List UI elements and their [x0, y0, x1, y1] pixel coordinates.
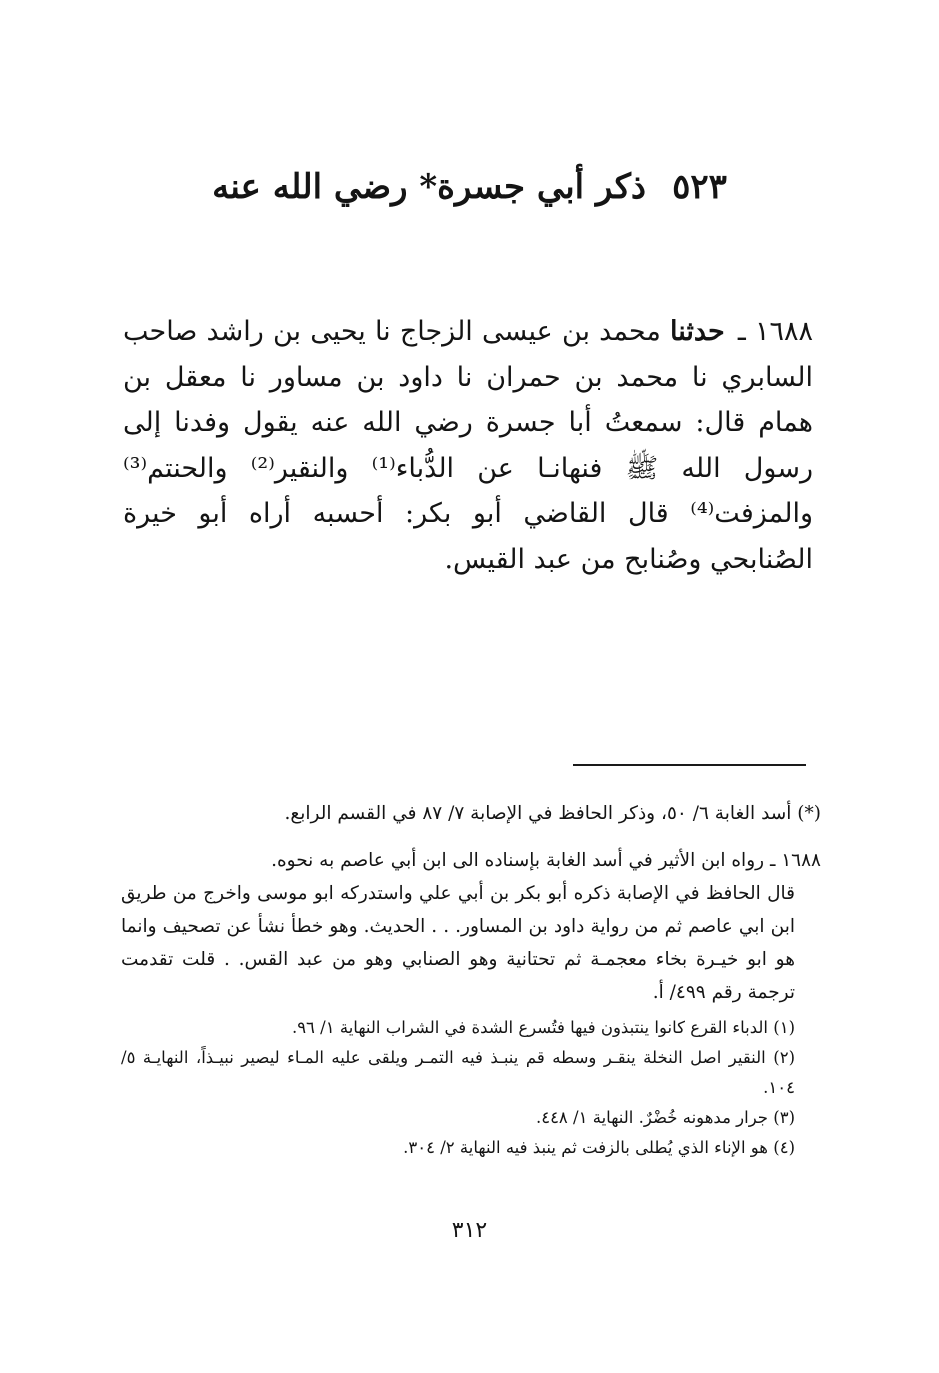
section-title: ذكر أبي جسرة* رضي الله عنه: [212, 167, 647, 207]
haddathana-word: حدثنا: [669, 316, 725, 347]
footnote-star: (*) أسد الغابة ٦/ ٥٠، وذكر الحافظ في الإصابة ٧/ ٨٧ في القسم الرابع.: [284, 803, 821, 824]
hadith-body: محمد بن عيسى الزجاج نا يحيى بن راشد صاحب السابري نا محمد بن حمران نا داود بن مساور نا معقل بن همام قال: سمعتُ أبا جسرة رضي الله عنه يقول وفدنا إلى رسول الله ﷺ فنهانـا عن الدُّباء⁽¹⁾ والنقير⁽²⁾ والحنتم⁽³⁾ والمزفت⁽⁴⁾ قال القاضي أبو بكر: أحسبه أراه أبو خيرة الصُنابحي وصُنابح من عبد القيس.: [123, 316, 813, 575]
footnotes: [121, 797, 821, 1163]
footnote-hadith-rest: قال الحافظ في الإصابة ذكره أبو بكر بن أبي علي واستدركه ابو موسى واخرج من طريق ابن ابي عاصم ثم من رواية داود بن المساور. . . الحديث. وهو خطأ نشأ عن تصحيف وانما هو ابو خيـرة بخاء معجمـة ثم تحتانية وهو الصنابي وهو من عبد القس. . قلت تقدمت ترجمة رقم ٤٩٩/ أ.: [121, 883, 795, 1003]
footnote-separator: [573, 764, 806, 766]
hadith-number: ١٦٨٨ ـ: [737, 316, 813, 347]
footnote-list: [121, 1013, 821, 1163]
section-number: ٥٢٣: [672, 167, 727, 207]
page-number: ٣١٢: [451, 1218, 488, 1243]
footnote-2: (٢) النقير اصل النخلة ينقـر وسطه قم ينبـذ فيه التمـر ويلقى عليه المـاء ليصير نبيـذاً، النهايـة ٥/ ١٠٤.: [121, 1048, 795, 1097]
hadith-text: [123, 309, 813, 582]
footnote-3: (٣) جرار مدهونه خُضْرٌ. النهاية ١/ ٤٤٨.: [535, 1108, 795, 1127]
footnote-hadith: [121, 844, 821, 1009]
section-heading: [0, 160, 939, 214]
footnote-1: (١) الدباء القرع كانوا ينتبذون فيها فتُسرع الشدة في الشراب النهاية ١/ ٩٦.: [291, 1018, 795, 1037]
footnote-4: (٤) هو الإناء الذي يُطلى بالزفت ثم ينبذ فيه النهاية ٢/ ٣٠٤.: [403, 1138, 795, 1157]
footnote-hadith-first: ١٦٨٨ ـ رواه ابن الأثير في أسد الغابة بإسناده الى ابن أبي عاصم به نحوه.: [271, 850, 821, 871]
